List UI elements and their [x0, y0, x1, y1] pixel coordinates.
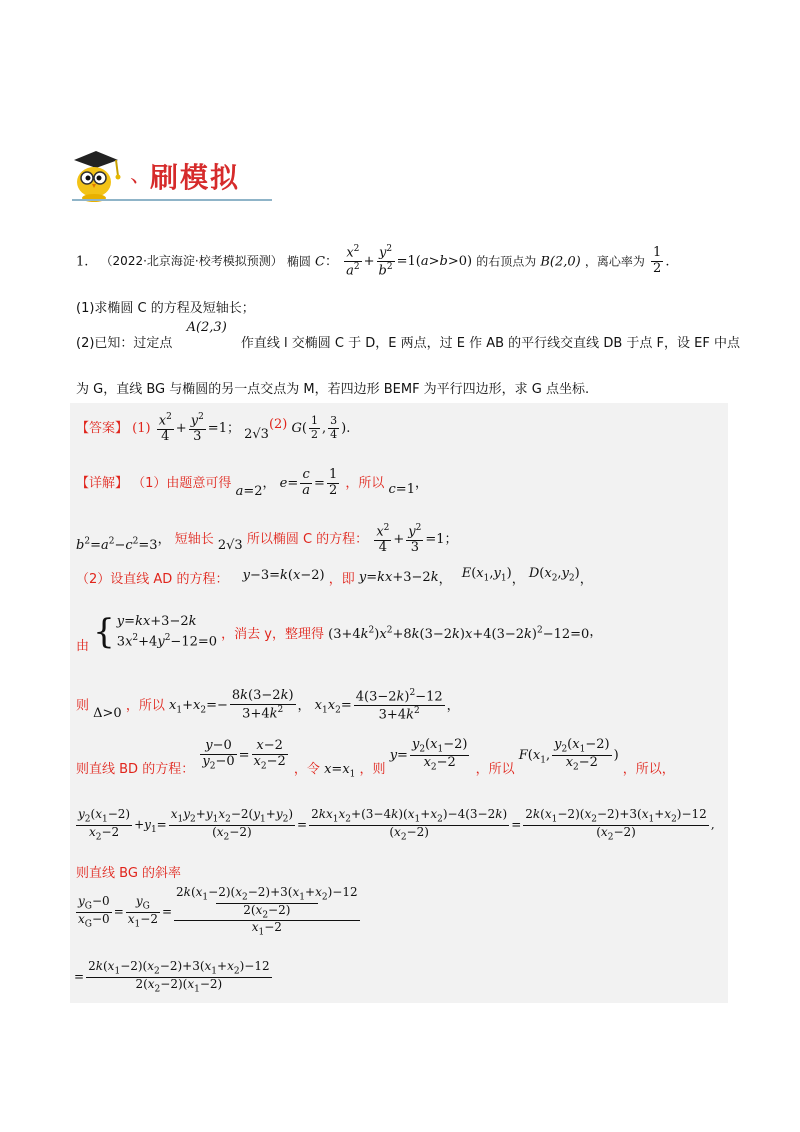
answer-line: 【答案】 (1) $\frac{x^2}{4}$ + $\frac{y^2}{3}$ =1； 2√3(2) G( $\frac{1}{2}$ , $\frac{3}{4}$ ).	[76, 412, 351, 445]
detail-line-7: $\frac{y_2(x_1-2)}{x_2-2}$ $+y_1=$ $\frac{x_1y_2+y_1x_2-2(y_1+y_2)}{(x_2-2)}$ = $\frac{2kx_1x_2+(3-4k)(x_1+x_2)-4(3-2k)}{(x_2-2)}$ = $\frac{2k(x_1-2)(x_2-2)+3(x_1+x_2)-12}{(x_2-2)}$ ,	[78, 807, 715, 843]
detail-ze: 则	[76, 698, 90, 714]
problem-number: 1.	[76, 254, 89, 270]
detail-line-8: 则直线 BG 的斜率	[76, 866, 182, 881]
problem-text-c: ，离心率为	[584, 254, 645, 269]
vertex-point: B(2,0)	[540, 254, 581, 270]
section-header	[66, 146, 276, 204]
header-underline	[72, 199, 272, 201]
detail-suoyi-3: ，所以，	[622, 761, 675, 777]
header-comma: 、	[130, 163, 153, 188]
ellipse-definition: $\frac{x^2}{a^2}$ + $\frac{y^2}{b^2}$ =1(a>b>0)	[346, 244, 477, 279]
detail-line-3: （2）设直线 AD 的方程： y−3=k(x−2) ，即 y=kx+3−2k， $E(x_1,y_1)$， $D(x_2,y_2)$，	[76, 566, 593, 587]
detail-ling: ，令	[293, 761, 320, 777]
part2-prefix: (2)已知：过定点	[76, 336, 173, 351]
eccentricity-value: $\frac{1}{2}$	[653, 245, 662, 277]
detail-ze-2: ，则	[359, 761, 386, 777]
detail-ji: ，即	[328, 572, 355, 587]
problem-source: （2022·北京海淀·校考模拟预测）	[100, 254, 283, 269]
detail-eliminate: ，消去 y，整理得	[221, 626, 324, 642]
point-a: A(2,3)	[186, 320, 227, 335]
answer-part2-label: (2)	[268, 417, 288, 433]
answer-minor-axis: 2√3	[244, 427, 269, 443]
problem-part-1: (1)求椭圆 C 的方程及短轴长；	[76, 301, 255, 316]
part2-rest: 作直线 l 交椭圆 C 于 D，E 两点，过 E 作 AB 的平行线交直线 DB 于点 F，设 EF 中点	[240, 336, 740, 351]
detail-suoyi-2: ，所以	[475, 761, 515, 777]
answer-tag: 【答案】	[76, 421, 129, 437]
problem-text-b: 的右顶点为	[476, 254, 537, 269]
detail-line-5: 则 Δ>0 ，所以 $x_1+x_2=-$ $\frac{8k(3-2k)}{3+4k^2}$ ， $x_1x_2=$ $\frac{4(3-2k)^2-12}{3+4k^2}$ ，	[76, 688, 460, 723]
detail-tag: 【详解】	[76, 475, 129, 491]
problem-text-a: 椭圆	[286, 254, 311, 269]
detail-line-6: 则直线 BD 的方程： $\frac{y-0}{y_2-0}$ = $\frac{x-2}{x_2-2}$ ，令 $x=x_1$ ，则 y= $\frac{y_2(x_1-2)}{x_2-2}$ ，所以 $F(x_1$, $\frac{y_2(x_1-2)}{x_2-2}$ ) ，所以，	[76, 737, 675, 780]
detail-line-4: 由 { y=kx+3−2k $3x^2+4y^2-12=0$ ，消去 y，整理得 $(3+4k^2)x^2+8k(3-2k)x+4(3-2k)^2-12=0$，	[76, 612, 603, 654]
problem-part-2	[76, 320, 740, 351]
detail-slope-fraction: $\frac{y_G-0}{x_G-0}$ = $\frac{y_G}{x_1-2}$ = $2k(x_1-2)(x_2-2)+3(x_1+x_2)-12$ $2(x_2-2)$ $x_1-2$	[78, 885, 358, 938]
detail-line-2: $b^2=a^2-c^2=3$， 短轴长 2√3 所以椭圆 C 的方程： $\frac{x^2}{4}$ + $\frac{y^2}{3}$ =1；	[76, 523, 458, 556]
detail-suoyi: ，所以	[125, 698, 165, 714]
owl-graduate-icon	[66, 146, 126, 204]
detail-you: 由	[76, 638, 90, 654]
detail-line-9: = $\frac{2k(x_1-2)(x_2-2)+3(x_1+x_2)-12}{2(x_2-2)(x_1-2)}$	[74, 959, 270, 995]
curve-name: C	[315, 254, 325, 270]
detail-minor-axis-label: 短轴长	[174, 532, 214, 548]
problem-part-2-line-2: 为 G，直线 BG 与椭圆的另一点交点为 M，若四边形 BEMF 为平行四边形，求 G 点坐标.	[76, 382, 590, 397]
header-title: 刷模拟	[150, 161, 241, 194]
detail-ellipse-label: 所以椭圆 C 的方程：	[246, 532, 369, 548]
detail-line-bd-label: 则直线 BD 的方程：	[76, 761, 195, 777]
detail-step-1-end: ，所以	[345, 475, 385, 491]
answer-g-point: G( $\frac{1}{2}$ , $\frac{3}{4}$ ).	[291, 414, 351, 442]
answer-ellipse-eq: $\frac{x^2}{4}$	[158, 412, 172, 445]
problem-line-1: 1. （2022·北京海淀·校考模拟预测） 椭圆 C： $\frac{x^2}{a^2}$ + $\frac{y^2}{b^2}$ =1(a>b>0) 的右顶点为 B(2,0) ，离心率为 $\frac{1}{2}$ .	[76, 244, 670, 279]
detail-line-ad-label: （2）设直线 AD 的方程：	[76, 572, 229, 587]
detail-line-1: 【详解】 （1）由题意可得 a=2， e= $\frac{c}{a}$ = $\frac{1}{2}$ ，所以 c=1，	[76, 467, 428, 499]
answer-part1-label: (1)	[132, 421, 151, 437]
detail-step-1: （1）由题意可得	[132, 475, 232, 491]
